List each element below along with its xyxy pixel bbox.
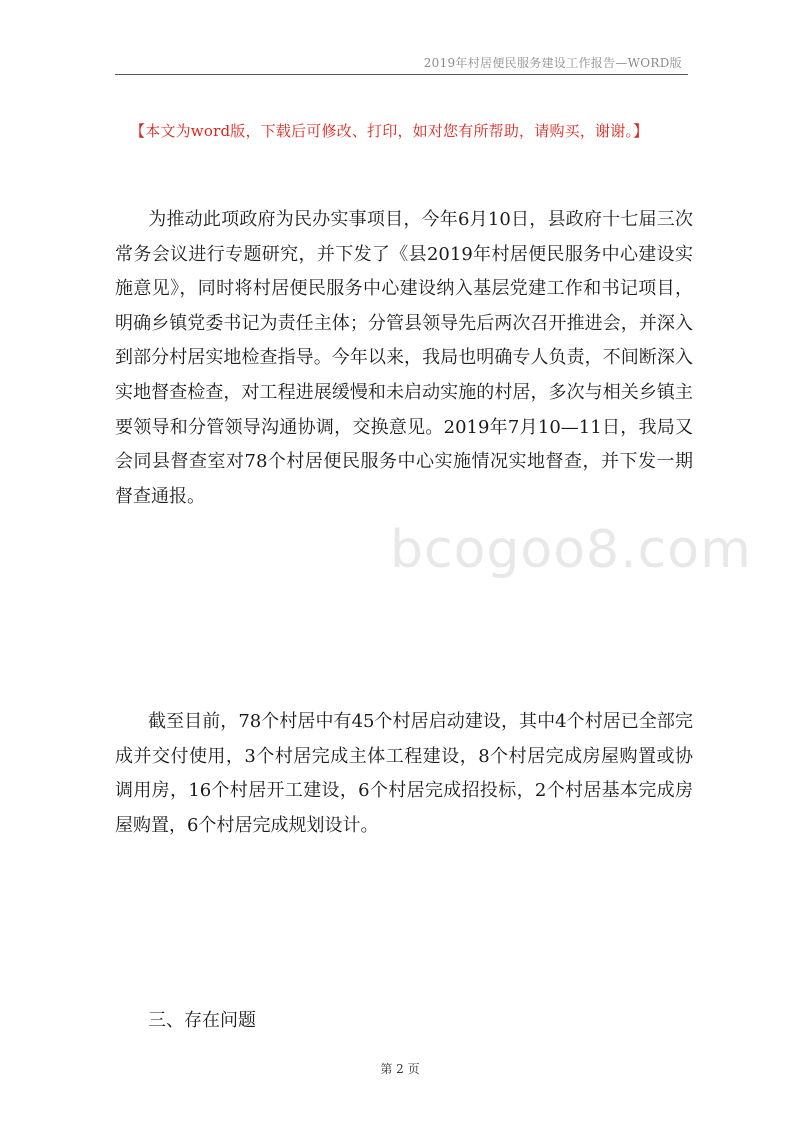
body-paragraph-1-text: 为推动此项政府为民办实事项目，今年6月10日，县政府十七届三次常务会议进行专题研究，并下发了《县2019年村居便民服务中心建设实施意见》，同时将村居便民服务中心建设纳入基层党建工作和书记项目，明确乡镇党委书记为责任主体；分管县领导先后两次召开推进会，并深入到部分村居实地检查指导。今年以来，我局也明确专人负责，不间断深入实地督查检查，对工程进展缓慢和未启动实施的村居，多次与相关乡镇主要领导和分管领导沟通协调，交换意见。2019年7月10—11日，我局又会同县督查室对78个村居便民服务中心实施情况实地督查，并下发一期督查通报。 bbox=[115, 209, 693, 507]
header-divider bbox=[115, 74, 688, 75]
header-title: 2019年村居便民服务建设工作报告—WORD版 bbox=[423, 56, 682, 70]
body-paragraph-1 bbox=[115, 203, 693, 514]
purchase-notice: 【本文为word版，下载后可修改、打印，如对您有所帮助，请购买，谢谢。】 bbox=[130, 122, 649, 140]
body-paragraph-2 bbox=[115, 705, 693, 843]
watermark: bcogoo8.com bbox=[390, 520, 752, 580]
body-paragraph-2-text: 截至目前，78个村居中有45个村居启动建设，其中4个村居已全部完成并交付使用，3个村居完成主体工程建设，8个村居完成房屋购置或协调用房，16个村居开工建设，6个村居完成招投标，2个村居基本完成房屋购置，6个村居完成规划设计。 bbox=[115, 711, 693, 836]
page-number: 第 2 页 bbox=[380, 1062, 420, 1076]
section-heading: 三、存在问题 bbox=[148, 1010, 256, 1031]
